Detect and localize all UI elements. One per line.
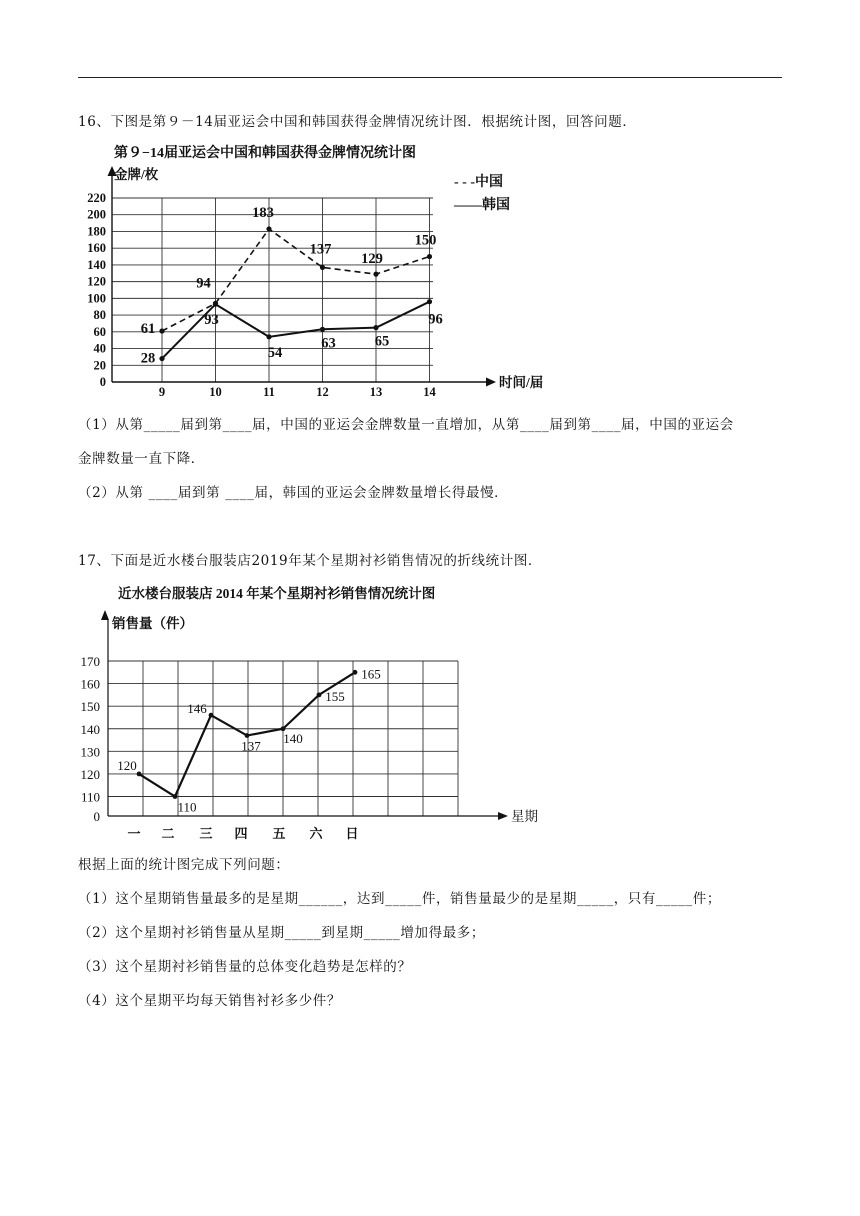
q17-intro: 17、下面是近水楼台服装店2019年某个星期衬衫销售情况的折线统计图． <box>78 553 543 569</box>
q17-sub3: （3）这个星期衬衫销售量的总体变化趋势是怎样的？ <box>78 959 412 975</box>
chart2-point <box>353 670 358 675</box>
chart2-xtick-label: 一 <box>127 826 141 841</box>
chart2-data-label: 140 <box>283 730 303 746</box>
chart1-korea-data-label: 93 <box>204 312 219 329</box>
chart1-china-point <box>266 226 271 231</box>
chart2-point <box>245 733 250 738</box>
chart2-title: 近水楼台服装店 2014 年某个星期衬衫销售情况统计图 <box>118 586 436 601</box>
chart1-china-point <box>320 265 325 270</box>
chart1-korea-point <box>427 299 432 304</box>
chart1-korea-point <box>213 302 218 307</box>
chart1-china-point <box>159 328 164 333</box>
chart1-ytick-label: 220 <box>87 191 106 205</box>
chart1-xlabel: 时间/届 <box>499 375 544 390</box>
q17-sub1: （1）这个星期销售量最多的是星期______，达到_____件，销售量最少的是星期_____，只有_____件； <box>78 891 721 907</box>
chart1-korea-data-label: 96 <box>428 311 443 328</box>
chart2-data-label: 120 <box>117 757 137 773</box>
chart1-korea-point <box>373 325 378 330</box>
chart1-ytick-label: 160 <box>87 241 106 256</box>
chart2-data-label: 110 <box>177 799 197 815</box>
chart2-ytick-label: 140 <box>80 721 100 737</box>
chart1-ytick-label: 120 <box>87 274 106 289</box>
chart1-korea-data-label: 54 <box>267 344 283 361</box>
chart1-china-data-label: 61 <box>140 320 156 337</box>
chart1-x-axis-arrow <box>486 378 496 387</box>
chart1-ytick-label: 100 <box>87 291 106 306</box>
chart1-ytick-label: 40 <box>93 341 106 356</box>
chart1-xtick-label: 10 <box>209 385 222 399</box>
chart1-ytick-label: 180 <box>87 224 106 239</box>
chart2-xtick-label: 三 <box>199 826 213 841</box>
chart1-ytick-label: 20 <box>93 358 106 373</box>
chart1-xtick-label: 9 <box>158 385 166 399</box>
chart1-xtick-label: 13 <box>369 385 383 399</box>
gold-medal-line-chart <box>78 138 544 400</box>
chart1-title: 第９−14届亚运会中国和韩国获得金牌情况统计图 <box>114 146 416 161</box>
chart2-point <box>317 692 322 697</box>
shirt-sales-line-chart <box>78 580 558 845</box>
chart1-korea-point <box>320 327 325 332</box>
chart1-china-data-label: 94 <box>196 275 211 292</box>
q16-intro: 16、下图是第９－14届亚运会中国和韩国获得金牌情况统计图．根据统计图，回答问题． <box>78 114 637 130</box>
chart1-china-point <box>427 254 432 259</box>
chart1-china-data-label: 129 <box>361 251 383 268</box>
chart2-data-label: 146 <box>187 701 207 717</box>
chart1-korea-point <box>266 334 271 339</box>
chart2-y-axis-arrow <box>101 610 109 620</box>
chart2-point <box>173 794 178 799</box>
q17-sub2: （2）这个星期衬衫销售量从星期_____到星期_____增加得最多； <box>78 925 485 941</box>
chart2-point <box>209 713 214 718</box>
chart1-ytick-label: 80 <box>93 308 106 323</box>
chart2-x-axis-arrow <box>498 812 508 820</box>
chart1-legend-china: - - -中国 <box>454 175 503 190</box>
chart1-korea-data-label: 65 <box>374 333 390 350</box>
chart1-ytick-label: 200 <box>87 207 106 222</box>
chart2-xtick-label: 六 <box>309 826 323 841</box>
chart1-korea-point <box>159 356 164 361</box>
chart2-point <box>137 772 142 777</box>
chart1-xtick-label: 12 <box>316 385 329 399</box>
chart1-xtick-label: 11 <box>263 385 275 399</box>
chart1-korea-data-label: 28 <box>140 350 156 367</box>
chart2-ylabel: 销售量（件） <box>112 616 193 631</box>
chart2-ytick-label: 160 <box>80 676 100 692</box>
chart2-ytick-label: 120 <box>80 766 100 782</box>
chart1-korea-data-label: 63 <box>321 335 336 352</box>
chart2-xtick-label: 五 <box>272 826 286 841</box>
chart2-ytick-label: 130 <box>80 744 100 760</box>
chart2-ytick-label: 150 <box>80 699 100 715</box>
chart2-ytick-label: 110 <box>80 789 100 805</box>
chart2-data-label: 155 <box>325 688 345 704</box>
q16-sub1-line2: 金牌数量一直下降． <box>78 451 205 467</box>
chart2-data-label: 137 <box>241 738 261 754</box>
chart1-china-data-label: 137 <box>309 241 332 258</box>
chart1-ytick-label: 60 <box>93 324 106 339</box>
chart1-xtick-label: 14 <box>423 385 436 399</box>
chart1-ytick-label: 0 <box>99 375 106 389</box>
q16-sub2: （2）从第 ____届到第 ____届，韩国的亚运会金牌数量增长得最慢． <box>78 485 509 501</box>
q16-sub1-line1: （1）从第_____届到第____届，中国的亚运会金牌数量一直增加，从第____届到第____届，中国的亚运会 <box>78 417 734 433</box>
chart1-china-data-label: 150 <box>414 232 437 249</box>
chart2-xtick-label: 四 <box>234 826 248 841</box>
chart2-ytick-label: 170 <box>80 654 100 669</box>
chart2-xtick-label: 二 <box>161 826 175 841</box>
chart1-ytick-label: 140 <box>87 257 106 272</box>
chart1-legend-korea: ——韩国 <box>454 198 510 213</box>
chart2-xtick-label: 日 <box>345 826 359 841</box>
chart2-xlabel: 星期 <box>511 809 538 824</box>
chart1-ylabel: 金牌/枚 <box>114 167 159 182</box>
chart2-data-label: 165 <box>361 666 381 682</box>
chart2-ytick-label: 0 <box>93 809 100 824</box>
chart1-china-data-label: 183 <box>252 204 274 221</box>
chart1-china-point <box>373 272 378 277</box>
header-rule <box>78 77 782 78</box>
q17-sub4: （4）这个星期平均每天销售衬衫多少件？ <box>78 993 341 1009</box>
q17-lead: 根据上面的统计图完成下列问题： <box>78 857 290 873</box>
